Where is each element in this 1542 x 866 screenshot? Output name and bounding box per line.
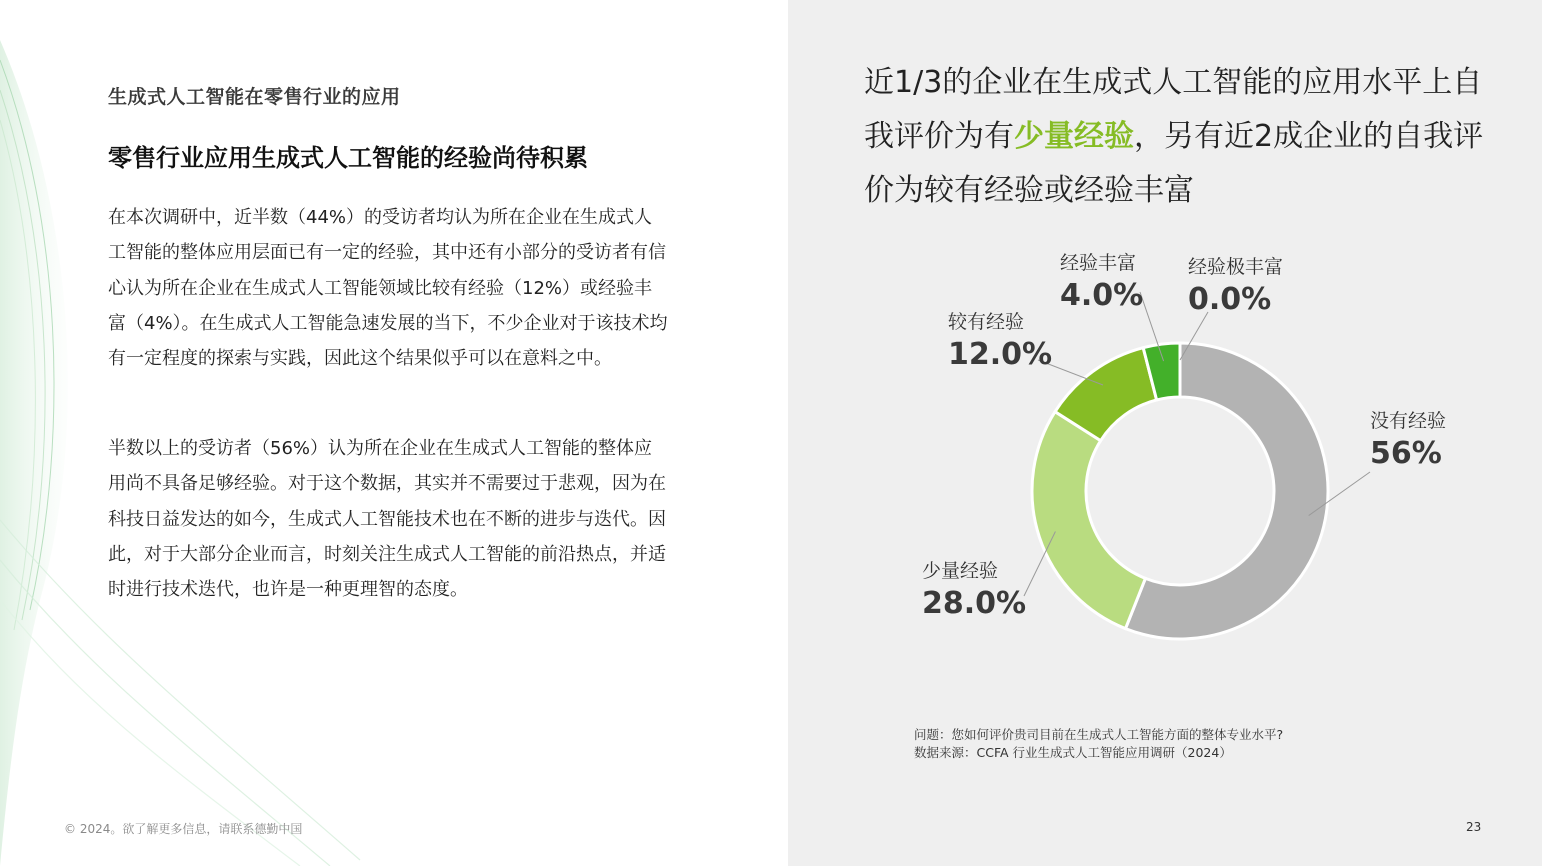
category-label-0: 没有经验 [1370,410,1447,432]
headline-highlight: 少量经验 [1014,119,1134,154]
category-label-2: 较有经验 [948,311,1025,333]
category-label-4: 经验极丰富 [1188,256,1284,278]
page-heading: 零售行业应用生成式人工智能的经验尚待积累 [108,144,588,172]
headline-text-1: 近1/3的企业在生成式人工智能的应用水平上自我评价为有 [864,65,1483,154]
body-paragraph-2: 半数以上的受访者（56%）认为所在企业在生成式人工智能的整体应用尚不具备足够经验。对于这个数据，其实并不需要过于悲观，因为在科技日益发达的如今，生成式人工智能技术也在不断的进步与迭代。因此，对于大部分企业而言，时刻关注生成式人工智能的前沿热点，并适时进行技术迭代，也许是一种更理智的态度。 [108,438,666,601]
chart-notes [914,726,1283,762]
headline-text-2: ，另有近2成企业的自我评价为较有经验或经验丰富 [864,119,1484,208]
copyright-footer: © 2024。欲了解更多信息，请联系德勤中国 [64,822,303,836]
donut-slice-1 [1032,412,1145,629]
value-label-0: 56% [1370,436,1442,471]
right-panel [788,0,1542,866]
value-label-3: 4.0% [1060,278,1144,313]
category-label-1: 少量经验 [922,560,999,582]
body-paragraph-1: 在本次调研中，近半数（44%）的受访者均认为所在企业在生成式人工智能的整体应用层面已有一定的经验，其中还有小部分的受访者有信心认为所在企业在生成式人工智能领域比较有经验（12%）或经验丰富（4%）。在生成式人工智能急速发展的当下，不少企业对于该技术均有一定程度的探索与实践，因此这个结果似乎可以在意料之中。 [108,207,668,370]
value-label-1: 28.0% [922,586,1027,621]
category-label-3: 经验丰富 [1060,252,1137,274]
section-label: 生成式人工智能在零售行业的应用 [108,86,401,108]
value-label-4: 0.0% [1188,282,1272,317]
value-label-2: 12.0% [948,337,1053,372]
question-note: 问题：您如何评价贵司目前在生成式人工智能方面的整体专业水平? [914,727,1284,742]
source-note: 数据来源：CCFA 行业生成式人工智能应用调研（2024） [914,745,1232,760]
page-number: 23 [1466,820,1482,834]
